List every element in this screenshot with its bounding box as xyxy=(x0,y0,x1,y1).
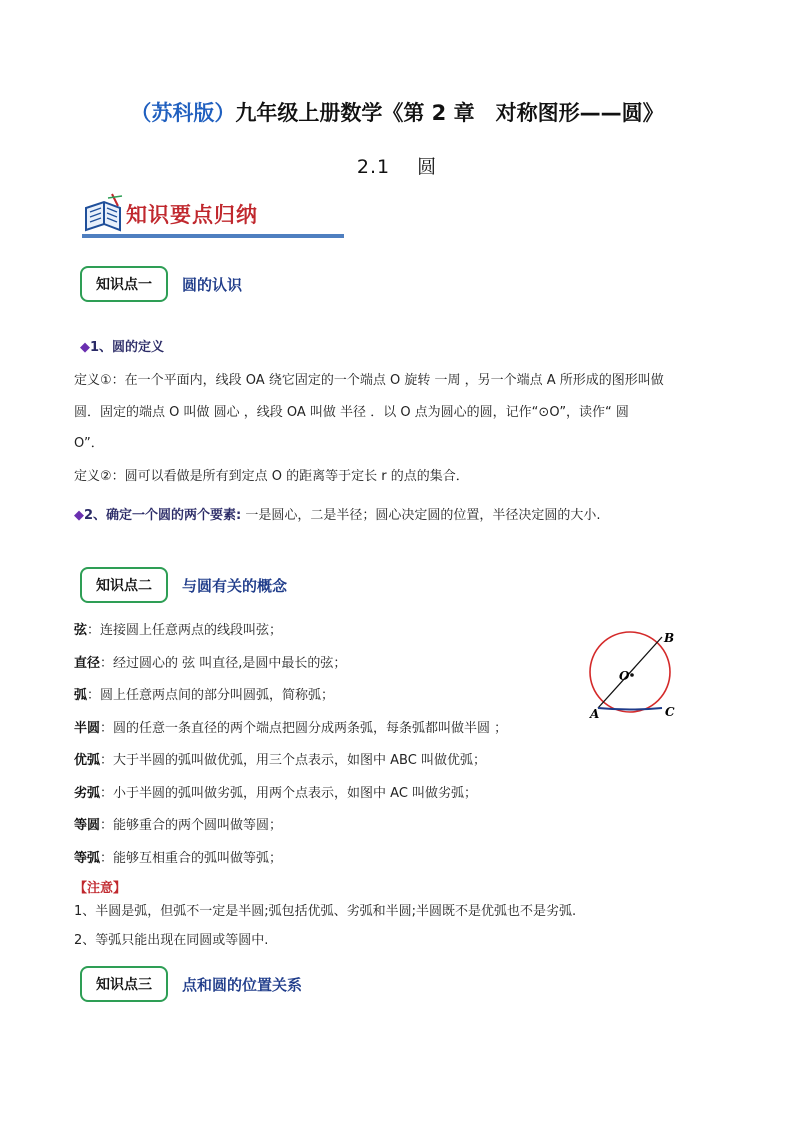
concept-item xyxy=(74,683,334,708)
note-1: 1、半圆是弧，但弧不一定是半圆;弧包括优弧、劣弧和半圆;半圆既不是优弧也不是劣弧. xyxy=(74,904,577,919)
concept-term: 等圆 xyxy=(74,818,101,833)
concept-definition: ：圆的任意一条直径的两个端点把圆分成两条弧，每条弧都叫做半圆 ； xyxy=(100,720,508,736)
concept-item xyxy=(74,748,486,773)
kp1-heading-1 xyxy=(80,336,164,355)
note-heading: 【注意】 xyxy=(74,881,127,896)
kp1-heading-1-text: 1、圆的定义 xyxy=(90,340,165,355)
kp1-badge: 知识点一 xyxy=(80,266,168,302)
kp2-title: 与圆有关的概念 xyxy=(182,577,288,595)
document-title xyxy=(0,97,794,127)
concept-item xyxy=(74,618,282,643)
concept-term: 优弧 xyxy=(74,753,101,768)
concept-item xyxy=(74,846,282,871)
concept-item xyxy=(74,716,507,741)
diamond-icon: ◆ xyxy=(80,340,90,355)
title-main: 九年级上册数学《第 2 章 对称图形——圆》 xyxy=(235,101,664,125)
def1-line1: 在一个平面内，线段 OA 绕它固定的一个端点 O 旋转 一周 ，另一个端点 A 所形成的图形叫做 xyxy=(124,373,664,388)
def1-line3: O”． xyxy=(74,436,104,451)
center-point xyxy=(630,673,634,677)
label-c: C xyxy=(665,705,675,719)
concept-definition: ：经过圆心的 弦 叫直径,是圆中最长的弦； xyxy=(100,655,347,671)
label-b: B xyxy=(664,631,675,645)
def2-label: 定义②： xyxy=(74,469,125,484)
label-a: A xyxy=(590,707,600,721)
def1-line2: 圆．固定的端点 O 叫做 圆心 ，线段 OA 叫做 半径 ．以 O 点为圆心的圆，记作“⊙O”，读作“ 圆 xyxy=(74,405,629,420)
kp1-heading-2-text: 一是圆心，二是半径；圆心决定圆的位置，半径决定圆的大小. xyxy=(241,508,601,523)
concept-definition: ：能够互相重合的弧叫做等弧； xyxy=(100,850,283,866)
label-o: O xyxy=(619,669,630,683)
minor-arc-ac xyxy=(598,708,662,710)
kp2-badge: 知识点二 xyxy=(80,567,168,603)
concept-term: 半圆 xyxy=(74,720,101,736)
concept-term: 弧 xyxy=(74,688,88,703)
banner-underline xyxy=(82,234,344,238)
kp3-badge: 知识点三 xyxy=(80,966,168,1002)
def2-text: 圆可以看做是所有到定点 O 的距离等于定长 r 的点的集合． xyxy=(124,469,469,484)
concept-item xyxy=(74,813,282,838)
diameter-line xyxy=(598,637,662,708)
concept-item xyxy=(74,781,477,806)
title-prefix: （苏科版） xyxy=(130,101,236,125)
concept-term: 劣弧 xyxy=(74,785,101,801)
kp1-heading-2-label: 2、确定一个圆的两个要素: xyxy=(84,508,242,523)
concept-term: 弦 xyxy=(74,623,88,638)
kp3-title: 点和圆的位置关系 xyxy=(182,976,303,994)
kp1-def1 xyxy=(74,368,734,456)
concept-term: 等弧 xyxy=(74,850,101,866)
note-2: 2、等弧只能出现在同圆或等圆中. xyxy=(74,933,269,948)
section-heading: 2.1 圆 xyxy=(356,156,438,178)
concept-definition: ：连接圆上任意两点的线段叫弦； xyxy=(87,623,283,638)
book-icon xyxy=(86,194,122,230)
banner-text: 知识要点归纳 xyxy=(126,202,258,227)
def1-label: 定义①： xyxy=(74,373,125,388)
diamond-icon: ◆ xyxy=(74,508,84,523)
concept-definition: ：大于半圆的弧叫做优弧，用三个点表示，如图中 ABC 叫做优弧； xyxy=(100,753,486,768)
kp1-def2 xyxy=(74,464,469,489)
concept-item xyxy=(74,651,346,676)
concept-definition: ：小于半圆的弧叫做劣弧，用两个点表示，如图中 AC 叫做劣弧； xyxy=(100,785,478,801)
kp1-title: 圆的认识 xyxy=(182,276,243,294)
kp1-heading-2 xyxy=(74,503,601,528)
concept-term: 直径 xyxy=(74,655,101,671)
concept-definition: ：圆上任意两点间的部分叫圆弧，简称弧； xyxy=(87,688,335,703)
concept-definition: ：能够重合的两个圆叫做等圆； xyxy=(100,818,283,833)
circle-figure xyxy=(580,625,690,725)
